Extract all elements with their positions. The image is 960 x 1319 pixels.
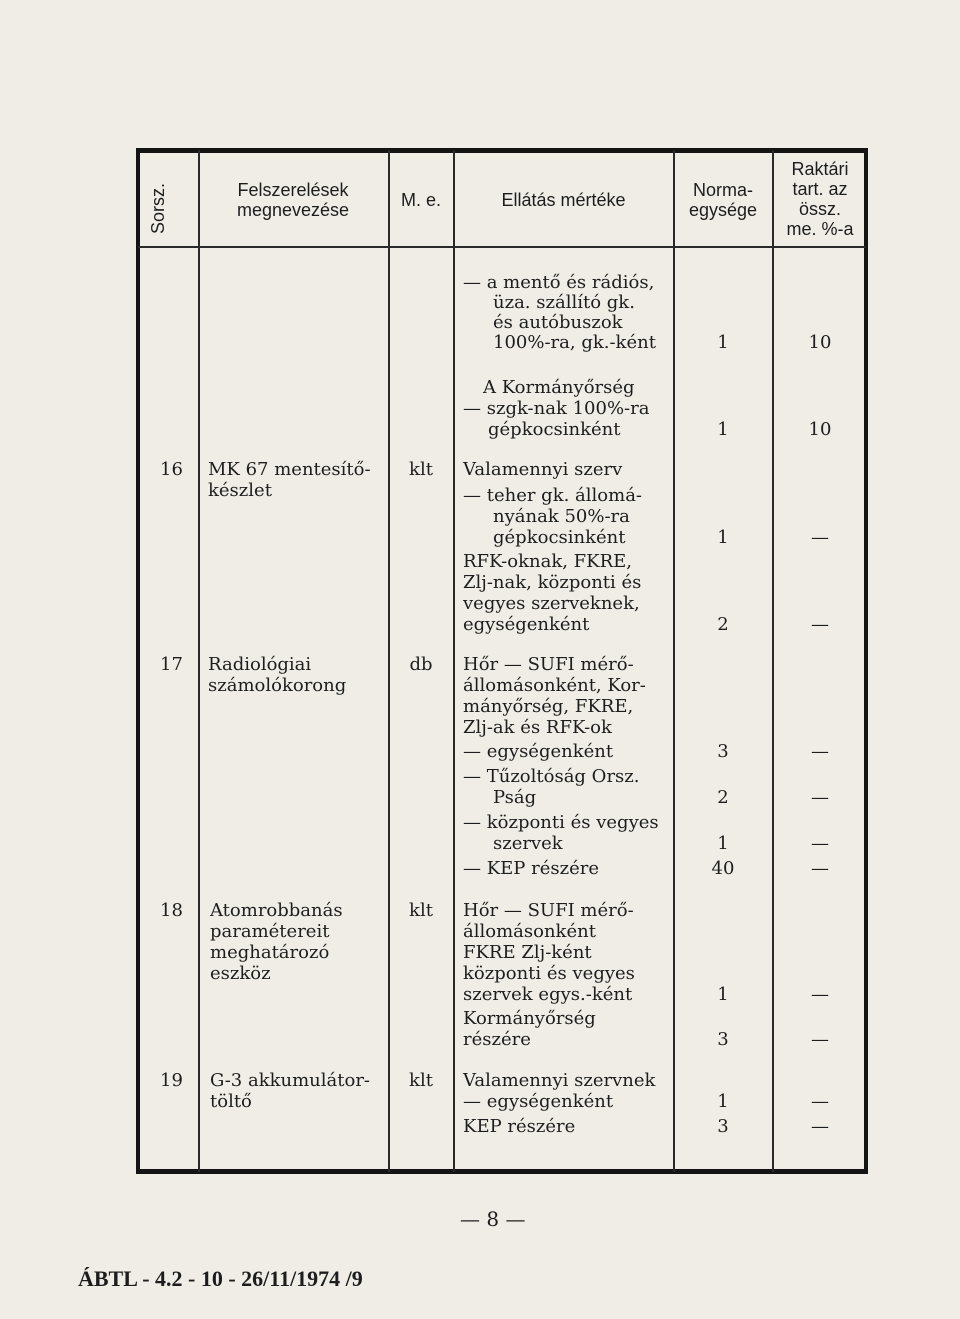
supply-text: állomásonként, Kor- bbox=[463, 675, 646, 696]
raktar-value: 10 bbox=[808, 332, 832, 353]
supply-text: RFK-oknak, FKRE, bbox=[463, 551, 633, 572]
header-raktari-line2: tart. az bbox=[792, 179, 848, 199]
column-divider bbox=[673, 150, 675, 1172]
supply-text: és autóbuszok bbox=[493, 312, 623, 333]
supply-text: KEP részére bbox=[463, 1116, 576, 1137]
equipment-name: MK 67 mentesítő- bbox=[208, 459, 371, 480]
norma-value: 1 bbox=[717, 833, 729, 854]
row-number: 19 bbox=[160, 1070, 183, 1091]
column-divider bbox=[198, 150, 200, 1172]
supply-text: — központi és vegyes bbox=[463, 812, 659, 833]
unit: klt bbox=[409, 900, 433, 921]
supply-text: — egységenként bbox=[463, 1091, 614, 1112]
equipment-name: készlet bbox=[208, 480, 272, 501]
unit: db bbox=[409, 654, 433, 675]
supply-text: szervek bbox=[493, 833, 563, 854]
raktar-value: — bbox=[811, 787, 829, 808]
supply-text: állomásonként bbox=[463, 921, 596, 942]
equipment-name: töltő bbox=[210, 1091, 252, 1112]
supply-text: — a mentő és rádiós, bbox=[463, 272, 655, 293]
column-divider bbox=[453, 150, 455, 1172]
raktar-value: — bbox=[811, 1029, 829, 1050]
equipment-name: meghatározó bbox=[210, 942, 330, 963]
supply-text: Kormányőrség bbox=[463, 1008, 596, 1029]
row-number: 17 bbox=[160, 654, 183, 675]
norma-value: 1 bbox=[717, 419, 729, 440]
norma-value: 3 bbox=[717, 1029, 729, 1050]
supply-text: FKRE Zlj-ként bbox=[463, 942, 592, 963]
equipment-name: paramétereit bbox=[210, 921, 330, 942]
supply-text: A Kormányőrség bbox=[483, 377, 635, 398]
header-raktari-line3: össz. bbox=[798, 199, 841, 219]
supply-text: Hőr — SUFI mérő- bbox=[463, 900, 634, 921]
equipment-name: eszköz bbox=[210, 963, 271, 984]
header-raktari-line4: me. %-a bbox=[786, 219, 854, 239]
norma-value: 2 bbox=[717, 787, 729, 808]
supply-text: — KEP részére bbox=[463, 858, 600, 879]
row-number: 18 bbox=[160, 900, 183, 921]
supply-text: Zlj-ak és RFK-ok bbox=[463, 717, 612, 738]
header-norma-line2: egysége bbox=[688, 200, 758, 220]
raktar-value: — bbox=[811, 1116, 829, 1137]
supply-text: központi és vegyes bbox=[463, 963, 635, 984]
norma-value: 1 bbox=[717, 984, 729, 1005]
norma-value: 3 bbox=[717, 741, 729, 762]
supply-text: — szgk-nak 100%-ra bbox=[463, 398, 650, 419]
supply-text: mányőrség, FKRE, bbox=[463, 696, 634, 717]
raktar-value: — bbox=[811, 527, 829, 548]
supply-text: 100%-ra, gk.-ként bbox=[493, 332, 656, 353]
equipment-name: Radiológiai bbox=[208, 654, 312, 675]
norma-value: 40 bbox=[711, 858, 735, 879]
raktar-value: — bbox=[811, 1091, 829, 1112]
header-divider bbox=[138, 246, 866, 248]
raktar-value: — bbox=[811, 858, 829, 879]
header-raktari-line1: Raktári bbox=[791, 159, 849, 179]
raktar-value: — bbox=[811, 833, 829, 854]
header-sorsz: Sorsz. bbox=[148, 182, 168, 234]
supply-text: szervek egys.-ként bbox=[463, 984, 633, 1005]
supply-text: Pság bbox=[493, 787, 537, 808]
supply-text: Valamennyi szerv bbox=[463, 459, 623, 480]
equipment-name: számolókorong bbox=[208, 675, 347, 696]
supply-text: Zlj-nak, központi és bbox=[463, 572, 642, 593]
supply-text: Hőr — SUFI mérő- bbox=[463, 654, 634, 675]
supply-text: gépkocsinként bbox=[493, 527, 626, 548]
supply-text: üza. szállító gk. bbox=[493, 292, 635, 313]
header-ellatas: Ellátás mértéke bbox=[501, 190, 626, 210]
archive-reference: ÁBTL - 4.2 - 10 - 26/11/1974 /9 bbox=[78, 1266, 363, 1291]
header-name-line1: Felszerelések bbox=[237, 180, 349, 200]
header-name-line2: megnevezése bbox=[236, 200, 350, 220]
header-me: M. e. bbox=[400, 190, 441, 210]
supply-text: — teher gk. állomá- bbox=[463, 485, 643, 506]
norma-value: 3 bbox=[717, 1116, 729, 1137]
raktar-value: — bbox=[811, 984, 829, 1005]
raktar-value: — bbox=[811, 741, 829, 762]
supply-text: gépkocsinként bbox=[488, 419, 621, 440]
header-norma-line1: Norma- bbox=[692, 180, 753, 200]
norma-value: 1 bbox=[717, 1091, 729, 1112]
supply-text: egységenként bbox=[463, 614, 590, 635]
page-number: — 8 — bbox=[460, 1207, 526, 1231]
supply-text: — egységenként bbox=[463, 741, 614, 762]
supply-text: Valamennyi szervnek bbox=[463, 1070, 656, 1091]
supply-text: részére bbox=[463, 1029, 531, 1050]
equipment-name: G-3 akkumulátor- bbox=[210, 1070, 371, 1091]
supply-text: vegyes szerveknek, bbox=[463, 593, 640, 614]
norma-value: 1 bbox=[717, 527, 729, 548]
row-number: 16 bbox=[160, 459, 183, 480]
raktar-value: 10 bbox=[808, 419, 832, 440]
supply-text: nyának 50%-ra bbox=[493, 506, 630, 527]
equipment-name: Atomrobbanás bbox=[210, 900, 343, 921]
unit: klt bbox=[409, 1070, 433, 1091]
column-divider bbox=[772, 150, 774, 1172]
norma-value: 1 bbox=[717, 332, 729, 353]
norma-value: 2 bbox=[717, 614, 729, 635]
supply-text: — Tűzoltóság Orsz. bbox=[463, 766, 640, 787]
raktar-value: — bbox=[811, 614, 829, 635]
unit: klt bbox=[409, 459, 433, 480]
